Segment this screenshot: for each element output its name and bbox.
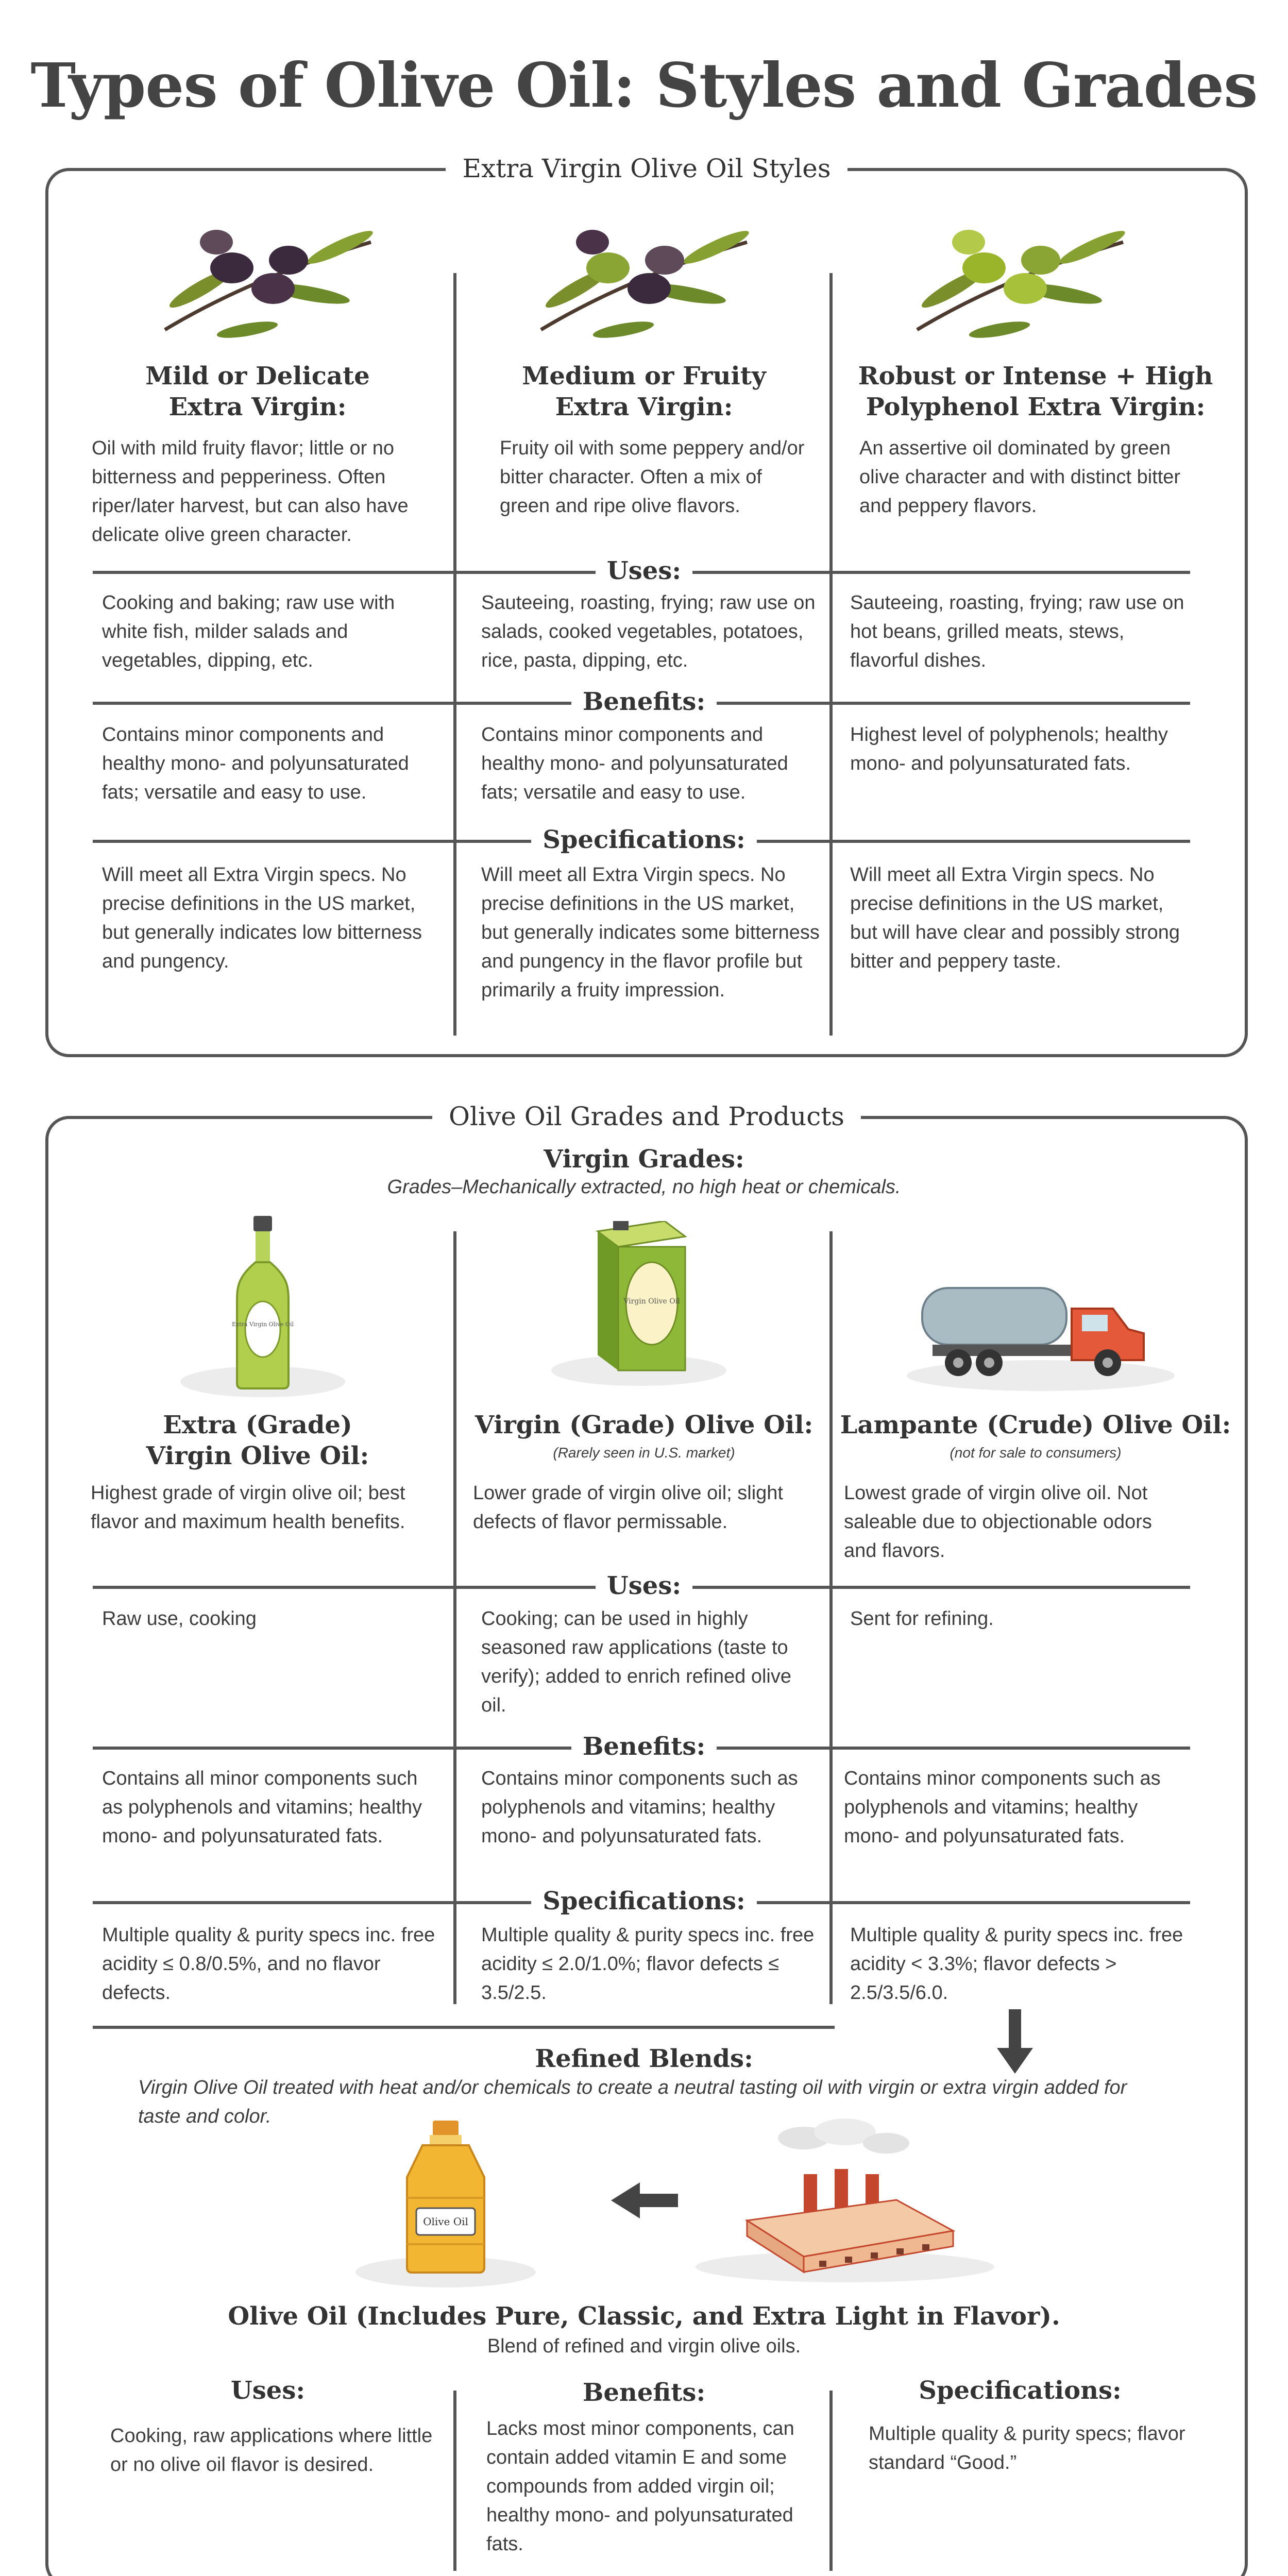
page-title: Types of Olive Oil: Styles and Grades — [30, 49, 1258, 121]
evoo-medium-heading: Medium or Fruity Extra Virgin: — [522, 362, 766, 421]
evoo-medium-uses: Sauteeing, roasting, frying; raw use on salads, cooked vegetables, potatoes, rice, pasta, dipping, etc. — [481, 592, 816, 671]
evoo-robust-benefits: Highest level of polyphenols; healthy mono- and polyunsaturated fats. — [850, 724, 1168, 774]
extra-virgin-grade-heading: Extra (Grade) Virgin Olive Oil: — [146, 1411, 369, 1470]
evoo-mild-uses: Cooking and baking; raw use with white fish, milder salads and vegetables, dipping, etc. — [102, 592, 395, 671]
grades-specs-label-wrap — [0, 1887, 1288, 1916]
evoo-mild-heading: Mild or Delicate Extra Virgin: — [145, 362, 370, 421]
refined-blends-desc: Virgin Olive Oil treated with heat and/or chemicals to create a neutral tasting oil with virgin or extra virgin added for taste and color. — [138, 2077, 1127, 2127]
extra-virgin-grade-uses: Raw use, cooking — [102, 1608, 257, 1630]
extra-virgin-grade-specs: Multiple quality & purity specs inc. free acidity ≤ 0.8/0.5%, and no flavor defects. — [102, 1924, 435, 2004]
grades-title-wrap — [48, 1101, 1245, 1131]
evoo-mild-benefits: Contains minor components and healthy mono- and polyunsaturated fats; versatile and easy to use. — [102, 724, 409, 803]
evoo-uses-label: Uses: — [596, 556, 692, 585]
lampante-grade-specs: Multiple quality & purity specs inc. free acidity < 3.3%; flavor defects > 2.5/3.5/6.0. — [850, 1924, 1183, 2004]
lampante-grade-benefits: Contains minor components such as polyphenols and vitamins; healthy mono- and polyunsaturated fats. — [844, 1768, 1161, 1847]
olive-oil-bottle-icon — [227, 1216, 299, 1391]
virgin-grade-specs: Multiple quality & purity specs inc. free acidity ≤ 2.0/1.0%; flavor defects ≤ 3.5/2.5. — [481, 1924, 815, 2004]
evoo-styles-title: Extra Virgin Olive Oil Styles — [446, 154, 847, 183]
refined-blends-title: Refined Blends: — [535, 2044, 753, 2073]
lampante-grade-uses: Sent for refining. — [850, 1608, 994, 1630]
virgin-grades-subtitle: Grades–Mechanically extracted, no high heat or chemicals. — [387, 1176, 901, 1198]
bottle-label-text: Extra Virgin Olive Oil — [232, 1321, 294, 1328]
lampante-grade-heading: Lampante (Crude) Olive Oil: — [840, 1411, 1231, 1439]
refined-specs: Multiple quality & purity specs; flavor standard “Good.” — [869, 2423, 1185, 2473]
tanker-truck-icon — [917, 1278, 1164, 1381]
refined-uses: Cooking, raw applications where little or no olive oil flavor is desired. — [110, 2425, 433, 2476]
grades-title: Olive Oil Grades and Products — [432, 1101, 861, 1131]
extra-virgin-grade-desc: Highest grade of virgin olive oil; best flavor and maximum health benefits. — [91, 1482, 405, 1533]
evoo-benefits-label: Benefits: — [571, 687, 717, 716]
evoo-medium-specs: Will meet all Extra Virgin specs. No precise definitions in the US market, but generally indicates some bitterness and pungency in the flavor profile but primarily a fruity impression. — [481, 864, 820, 1001]
lampante-grade-desc: Lowest grade of virgin olive oil. Not saleable due to objectionable odors and flavors. — [844, 1482, 1152, 1562]
divider — [829, 273, 833, 1036]
arrow-left-icon — [611, 2182, 678, 2218]
evoo-medium-desc: Fruity oil with some peppery and/or bitter character. Often a mix of green and ripe olive flavors. — [500, 437, 805, 517]
virgin-grade-heading: Virgin (Grade) Olive Oil: — [474, 1411, 814, 1439]
divider — [829, 2391, 833, 2571]
virgin-grade-note: (Rarely seen in U.S. market) — [553, 1445, 735, 1461]
virgin-grades-title: Virgin Grades: — [544, 1145, 744, 1174]
section-rule — [93, 2026, 835, 2029]
evoo-robust-desc: An assertive oil dominated by green olive character and with distinct bitter and peppery flavors. — [859, 437, 1181, 517]
evoo-benefits-label-wrap — [0, 687, 1288, 716]
tin-label-text: Virgin Olive Oil — [623, 1297, 680, 1306]
virgin-grade-desc: Lower grade of virgin olive oil; slight defects of flavor permissable. — [473, 1482, 783, 1533]
olive-branch-mild-icon — [155, 211, 381, 340]
evoo-specs-label: Specifications: — [531, 825, 757, 854]
grades-benefits-label-wrap — [0, 1732, 1288, 1761]
jug-label-text: Olive Oil — [423, 2215, 468, 2228]
virgin-grade-uses: Cooking; can be used in highly seasoned raw applications (taste to verify); added to enrich refined olive oil. — [481, 1608, 791, 1716]
evoo-uses-label-wrap — [0, 556, 1288, 585]
refined-benefits: Lacks most minor components, can contain added vitamin E and some compounds from added virgin oil; healthy mono- and polyunsaturated fats. — [486, 2418, 794, 2555]
olive-oil-blend-subheading: Blend of refined and virgin olive oils. — [487, 2335, 801, 2357]
refined-uses-label: Uses: — [230, 2376, 306, 2405]
evoo-robust-uses: Sauteeing, roasting, frying; raw use on hot beans, grilled meats, stews, flavorful dishes. — [850, 592, 1184, 671]
grades-benefits-label: Benefits: — [571, 1732, 717, 1761]
evoo-robust-heading: Robust or Intense + High Polyphenol Extra Virgin: — [858, 362, 1213, 421]
evoo-mild-specs: Will meet all Extra Virgin specs. No precise definitions in the US market, but generally indicates low bitterness and pungency. — [102, 864, 422, 972]
extra-virgin-grade-benefits: Contains all minor components such as polyphenols and vitamins; healthy mono- and polyunsaturated fats. — [102, 1768, 422, 1847]
evoo-medium-benefits: Contains minor components and healthy mono- and polyunsaturated fats; versatile and easy to use. — [481, 724, 788, 803]
divider — [453, 273, 456, 1036]
refined-benefits-label: Benefits: — [582, 2378, 706, 2407]
refined-specs-label: Specifications: — [919, 2376, 1122, 2405]
olive-oil-jug-icon — [402, 2121, 489, 2275]
evoo-specs-label-wrap — [0, 825, 1288, 854]
lampante-grade-note: (not for sale to consumers) — [950, 1445, 1122, 1461]
grades-uses-label-wrap — [0, 1571, 1288, 1600]
olive-oil-blend-heading: Olive Oil (Includes Pure, Classic, and Extra Light in Flavor). — [228, 2302, 1060, 2331]
refinery-factory-icon — [742, 2117, 958, 2277]
evoo-styles-title-wrap — [48, 154, 1245, 183]
olive-oil-tin-icon — [582, 1221, 701, 1376]
olive-branch-robust-icon — [907, 211, 1133, 340]
evoo-mild-desc: Oil with mild fruity flavor; little or no bitterness and pepperiness. Often riper/later harvest, but can also have delicate olive green character. — [92, 437, 409, 546]
divider — [453, 2391, 456, 2571]
virgin-grade-benefits: Contains minor components such as polyphenols and vitamins; healthy mono- and polyunsaturated fats. — [481, 1768, 798, 1847]
grades-uses-label: Uses: — [596, 1571, 692, 1600]
olive-branch-medium-icon — [531, 211, 757, 340]
grades-specs-label: Specifications: — [531, 1887, 757, 1916]
evoo-robust-specs: Will meet all Extra Virgin specs. No precise definitions in the US market, but will have clear and possibly strong bitter and peppery taste. — [850, 864, 1180, 972]
